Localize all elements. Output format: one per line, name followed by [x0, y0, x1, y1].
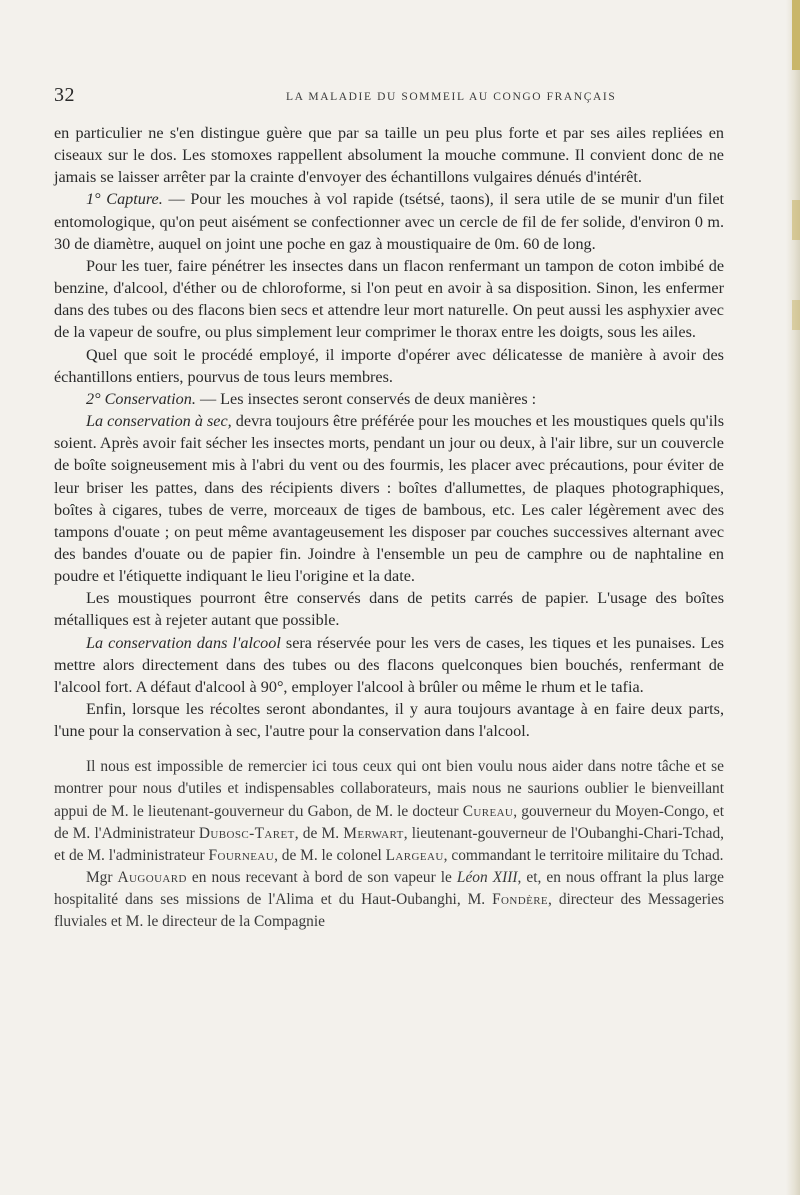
paragraph-text: sera réservée pour les vers de cases, les tiques et les punaises. Les mettre alors directement dans des tubes ou des flacons quelconques bien bouchés, renfermant de l'alcool fort. A défaut d'alcool à 90°, employer l'alcool à brûler ou même le rhum et le tafia.: [54, 633, 724, 696]
person-name: Augouard: [117, 868, 187, 886]
ack-text: Il nous est impossible de remercier ici tous ceux qui ont bien voulu nous aider dans notre tâche et se montrer pour nous d'utiles et indispensables collaborateurs, mais nous ne saurions oublier le bienveillant appui de M. le lieutenant-gouverneur du Gabon, de M. le docteur: [54, 758, 724, 820]
term: La conservation dans l'alcool: [86, 633, 281, 652]
paragraph: Enfin, lorsque les récoltes seront abondantes, il y aura toujours avantage à en faire deux parts, l'une pour la conservation à sec, l'autre pour la conservation dans l'alcool.: [54, 700, 724, 741]
paragraph-text: — Pour les mouches à vol rapide (tsétsé, taons), il sera utile de se munir d'un filet entomologique, qu'on peut aisément se confectionner avec un cercle de fil de fer solide, d'environ 0 m. 30 de diamètre, auquel on joint une poche en gaz à moustiquaire de 0m. 60 de long.: [54, 190, 725, 253]
paragraph: Les moustiques pourront être conservés dans de petits carrés de papier. L'usage des boîtes métalliques est à rejeter autant que possible.: [54, 589, 724, 630]
person-name: Fondère: [492, 890, 549, 908]
ack-text: en nous recevant à bord de son vapeur le: [186, 868, 457, 886]
edge-mark: [792, 0, 800, 70]
page-header: [54, 84, 730, 114]
paragraph: Pour les tuer, faire pénétrer les insectes dans un flacon renfermant un tampon de coton imbibé de benzine, d'alcool, d'éther ou de chloroforme, si l'on peut en avoir à sa disposition. Sinon, les enfermer dans des tubes ou des flacons bien secs et attendre leur mort naturelle. On peut aussi les asphyxier avec de la vapeur de soufre, ou plus simplement leur comprimer le thorax entre les doigts, sous les ailes.: [54, 256, 724, 342]
term: La conservation à sec,: [86, 412, 232, 431]
ship-name: Léon XIII: [456, 868, 518, 886]
paragraph: Quel que soit le procédé employé, il importe d'opérer avec délicatesse de manière à avoir des échantillons entiers, pourvus de tous leurs membres.: [54, 345, 724, 386]
person-name: Fourneau: [208, 846, 275, 864]
acknowledgements-continued: [54, 867, 724, 933]
person-name: Merwart: [343, 824, 404, 842]
ack-text: , et, en nous offrant la plus large hospitalité dans ses missions de l'Alima et du Haut-Oubanghi, M.: [54, 868, 725, 908]
ack-text: , lieutenant-gouverneur de l'Oubanghi-Chari-Tchad, et de M. l'administrateur: [54, 824, 724, 864]
page-edge: [786, 0, 800, 1195]
acknowledgements: [54, 756, 724, 866]
person-name: Dubosc-Taret: [198, 824, 295, 842]
paragraph-text: — Les insectes seront conservés de deux manières :: [195, 389, 537, 408]
person-name: Cureau: [462, 802, 514, 820]
paragraph-text: devra toujours être préférée pour les mouches et les moustiques quels qu'ils soient. Après avoir fait sécher les insectes morts, pendant un jour ou deux, à l'air libre, sur un couvercle de boîte soigneusement mis à l'abri du vent ou des fourmis, les placer avec précautions, pour éviter de leur briser les pattes, dans des récipients divers : boîtes d'allumettes, de plaques photographiques, boîtes à cigares, tubes de verre, morceaux de tiges de bambous, etc. Les caler légèrement avec des tampons d'ouate ; on peut même avantageusement les disposer par couches successives alternant avec des bandes d'ouate ou de papier fin. Joindre à l'ensemble un peu de camphre ou de naphtaline en poudre et l'étiquette indiquant le lieu l'origine et la date.: [54, 412, 724, 586]
page-body: [54, 122, 724, 933]
page-number: 32: [54, 84, 75, 106]
paragraph-capture: [54, 188, 724, 254]
ack-text: , de M. le colonel: [274, 846, 386, 864]
paragraph-alcohol-conservation: [54, 632, 724, 698]
ack-text: Mgr: [86, 868, 118, 886]
edge-mark: [792, 300, 800, 330]
paragraph: en particulier ne s'en distingue guère que par sa taille un peu plus forte et par ses ailes repliées en ciseaux sur le dos. Les stomoxes rappellent absolument la mouche commune. Il convient donc de ne jamais se laisser arrêter par la crainte d'envoyer des échantillons vulgaires dénués d'intérêt.: [54, 124, 724, 187]
paragraph-conservation: [54, 388, 724, 410]
ack-text: , directeur des Messageries fluviales et M. le directeur de la Compagnie: [54, 890, 724, 931]
section-label: 2° Conservation.: [86, 389, 196, 408]
ack-text: , gouverneur du Moyen-Congo, et de M. l'Administrateur: [54, 802, 724, 842]
paragraph-dry-conservation: [54, 410, 724, 587]
edge-mark: [792, 200, 800, 240]
section-label: 1° Capture.: [86, 190, 163, 209]
ack-text: , commandant le territoire militaire du Tchad.: [443, 846, 724, 864]
person-name: Largeau: [385, 846, 444, 864]
running-head: LA MALADIE DU SOMMEIL AU CONGO FRANÇAIS: [286, 91, 617, 103]
ack-text: , de M.: [294, 824, 344, 842]
